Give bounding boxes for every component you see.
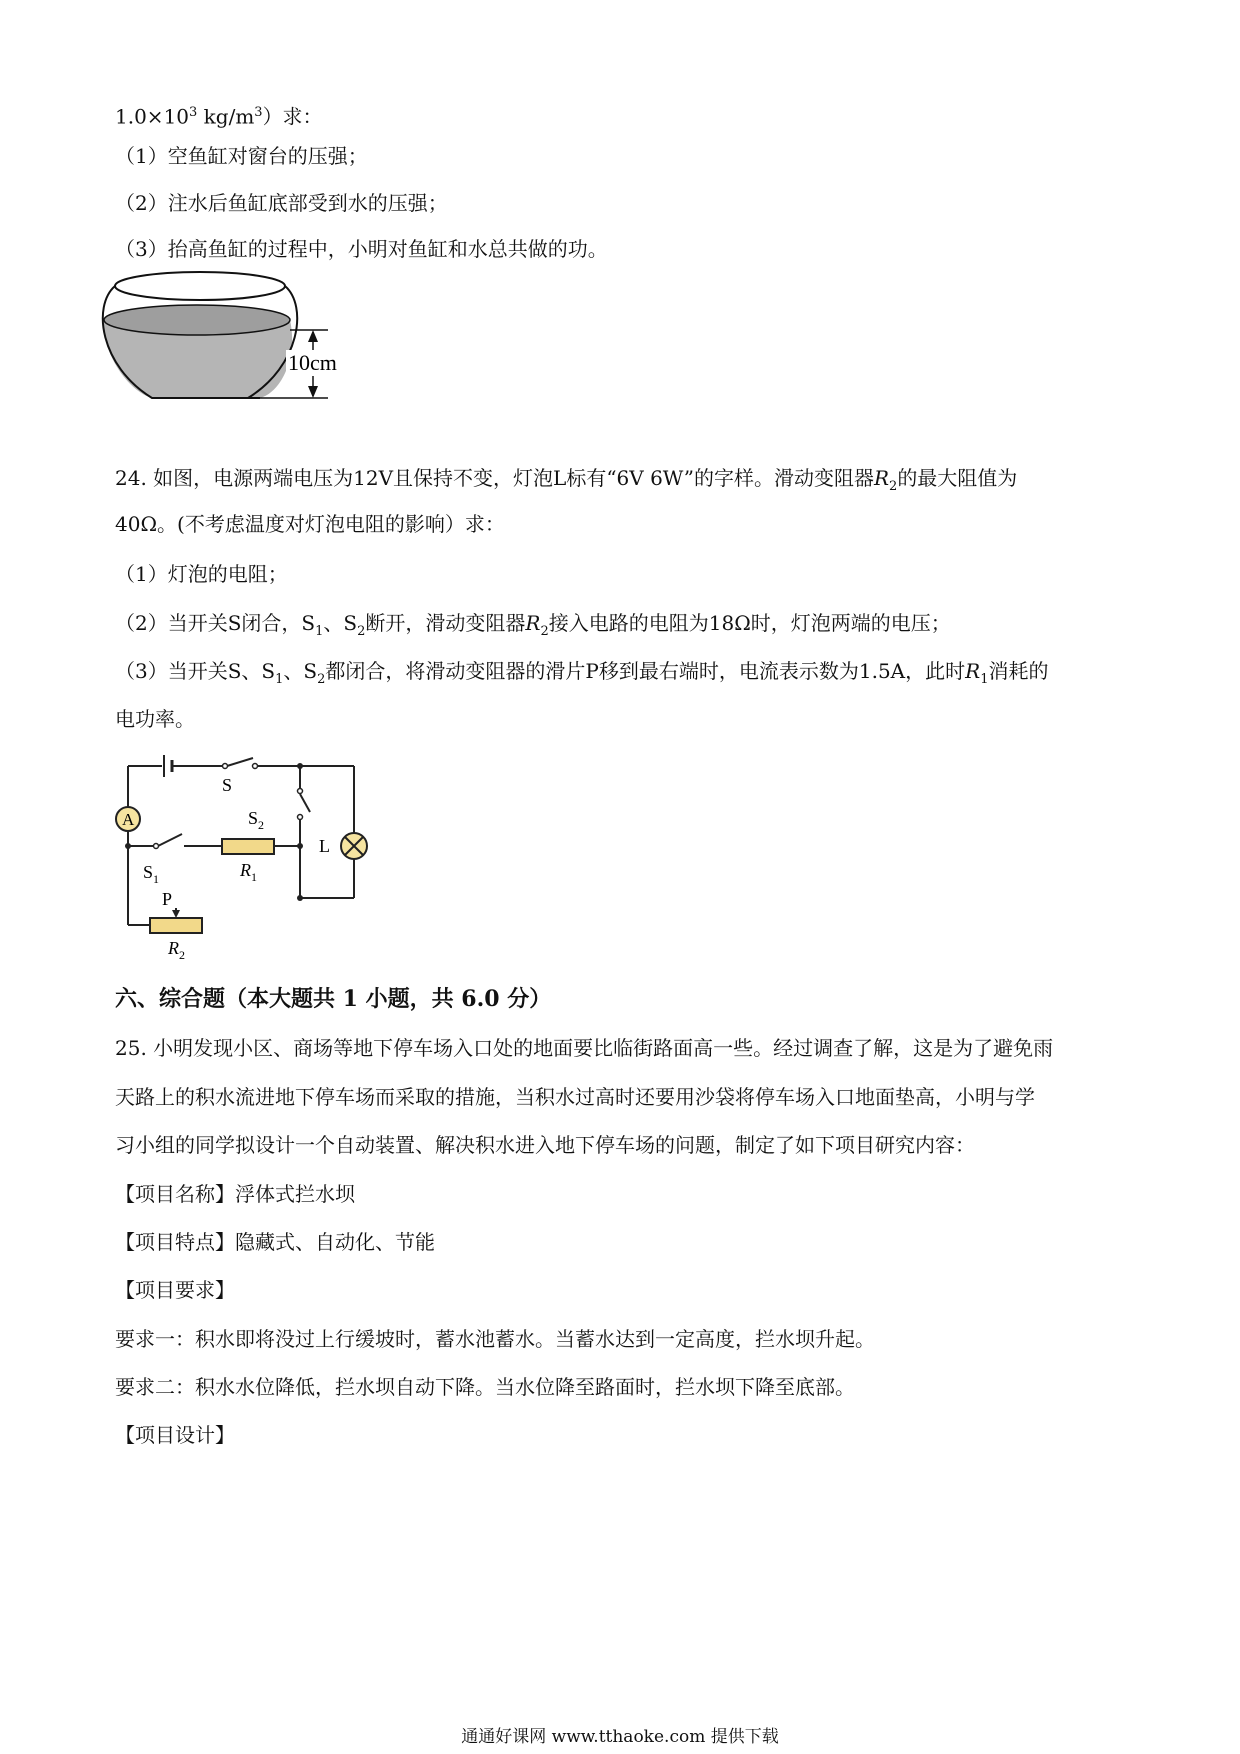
- switch-s2-blade: [300, 794, 310, 812]
- resistor-r1-label: $R_1$: [240, 860, 257, 884]
- slider-label: P: [162, 889, 173, 909]
- fishbowl-water-surface: [104, 305, 290, 335]
- fishbowl-rim: [115, 272, 285, 300]
- switch-s-left-contact: [223, 764, 228, 769]
- switch-s1-blade: [158, 834, 182, 846]
- switch-s-blade: [227, 758, 253, 766]
- q23-item-1: （1）空鱼缸对窗台的压强；: [115, 144, 368, 168]
- q24-item-3-cont: 电功率。: [115, 707, 195, 731]
- q25-line-3: 习小组的同学拟设计一个自动装置、解决积水进入地下停车场的问题，制定了如下项目研究内容：: [115, 1133, 975, 1157]
- depth-arrow-down-icon: [308, 386, 318, 398]
- slider-arrow-icon: [172, 910, 180, 918]
- q23-density-line: $1.0\times 10^3$ $kg/m^3$）求：: [115, 104, 323, 129]
- q24-stem-line-1: 24. 如图，电源两端电压为12V且保持不变，灯泡L标有“6V 6W”的字样。滑动变阻器$R_2$的最大阻值为: [115, 466, 1018, 494]
- q25-line-1: 25. 小明发现小区、商场等地下停车场入口处的地面要比临街路面高一些。经过调查了解，这是为了避免雨: [115, 1036, 1054, 1060]
- q25-project-design: 【项目设计】: [115, 1423, 235, 1447]
- q24-item-1: （1）灯泡的电阻；: [115, 562, 288, 586]
- lamp-label: L: [319, 836, 330, 856]
- depth-label: 10cm: [288, 350, 337, 375]
- q24-item-2: （2）当开关S闭合，$S_1$、$S_2$断开，滑动变阻器$R_2$接入电路的电阻为18Ω时，灯泡两端的电压；: [115, 611, 951, 639]
- section-6-title: 六、综合题（本大题共 1 小题，共 6.0 分）: [115, 986, 552, 1012]
- q23-item-3: （3）抬高鱼缸的过程中，小明对鱼缸和水总共做的功。: [115, 237, 608, 261]
- ammeter-label: A: [122, 810, 135, 829]
- junction-left: [125, 843, 131, 849]
- switch-s-label: S: [222, 775, 233, 795]
- junction-middle: [297, 843, 303, 849]
- switch-s2-label: $S_2$: [248, 808, 265, 832]
- resistor-r2-icon: [150, 918, 202, 933]
- switch-s-right-contact: [253, 764, 258, 769]
- depth-arrow-up-icon: [308, 330, 318, 342]
- q25-requirement-1: 要求一：积水即将没过上行缓坡时，蓄水池蓄水。当蓄水达到一定高度，拦水坝升起。: [115, 1327, 875, 1351]
- resistor-r1-icon: [222, 839, 274, 854]
- page-footer: 通通好课网 www.tthaoke.com 提供下载: [461, 1727, 779, 1747]
- switch-s2-top-contact: [298, 789, 303, 794]
- q25-line-2: 天路上的积水流进地下停车场而采取的措施，当积水过高时还要用沙袋将停车场入口地面垫高，小明与学: [115, 1085, 1035, 1109]
- fishbowl-figure: [100, 266, 360, 406]
- junction-top: [297, 763, 303, 769]
- switch-s1-label: $S_1$: [143, 862, 160, 886]
- q24-stem-line-2: 40Ω。(不考虑温度对灯泡电阻的影响）求：: [115, 512, 505, 536]
- q24-item-3: （3）当开关S、$S_1$、$S_2$都闭合，将滑动变阻器的滑片P移到最右端时，电流表示数为1.5A，此时$R_1$消耗的: [115, 659, 1049, 687]
- q23-item-2: （2）注水后鱼缸底部受到水的压强；: [115, 191, 448, 215]
- q25-requirement-2: 要求二：积水水位降低，拦水坝自动下降。当水位降至路面时，拦水坝下降至底部。: [115, 1375, 855, 1399]
- circuit-diagram: [110, 748, 370, 968]
- q25-project-features: 【项目特点】隐藏式、自动化、节能: [115, 1230, 435, 1254]
- q25-project-name: 【项目名称】浮体式拦水坝: [115, 1182, 355, 1206]
- junction-bottom: [297, 895, 303, 901]
- q25-project-requirements: 【项目要求】: [115, 1278, 235, 1302]
- switch-s2-bottom-contact: [298, 815, 303, 820]
- resistor-r2-label: $R_2$: [168, 938, 185, 962]
- switch-s1-left-contact: [154, 844, 159, 849]
